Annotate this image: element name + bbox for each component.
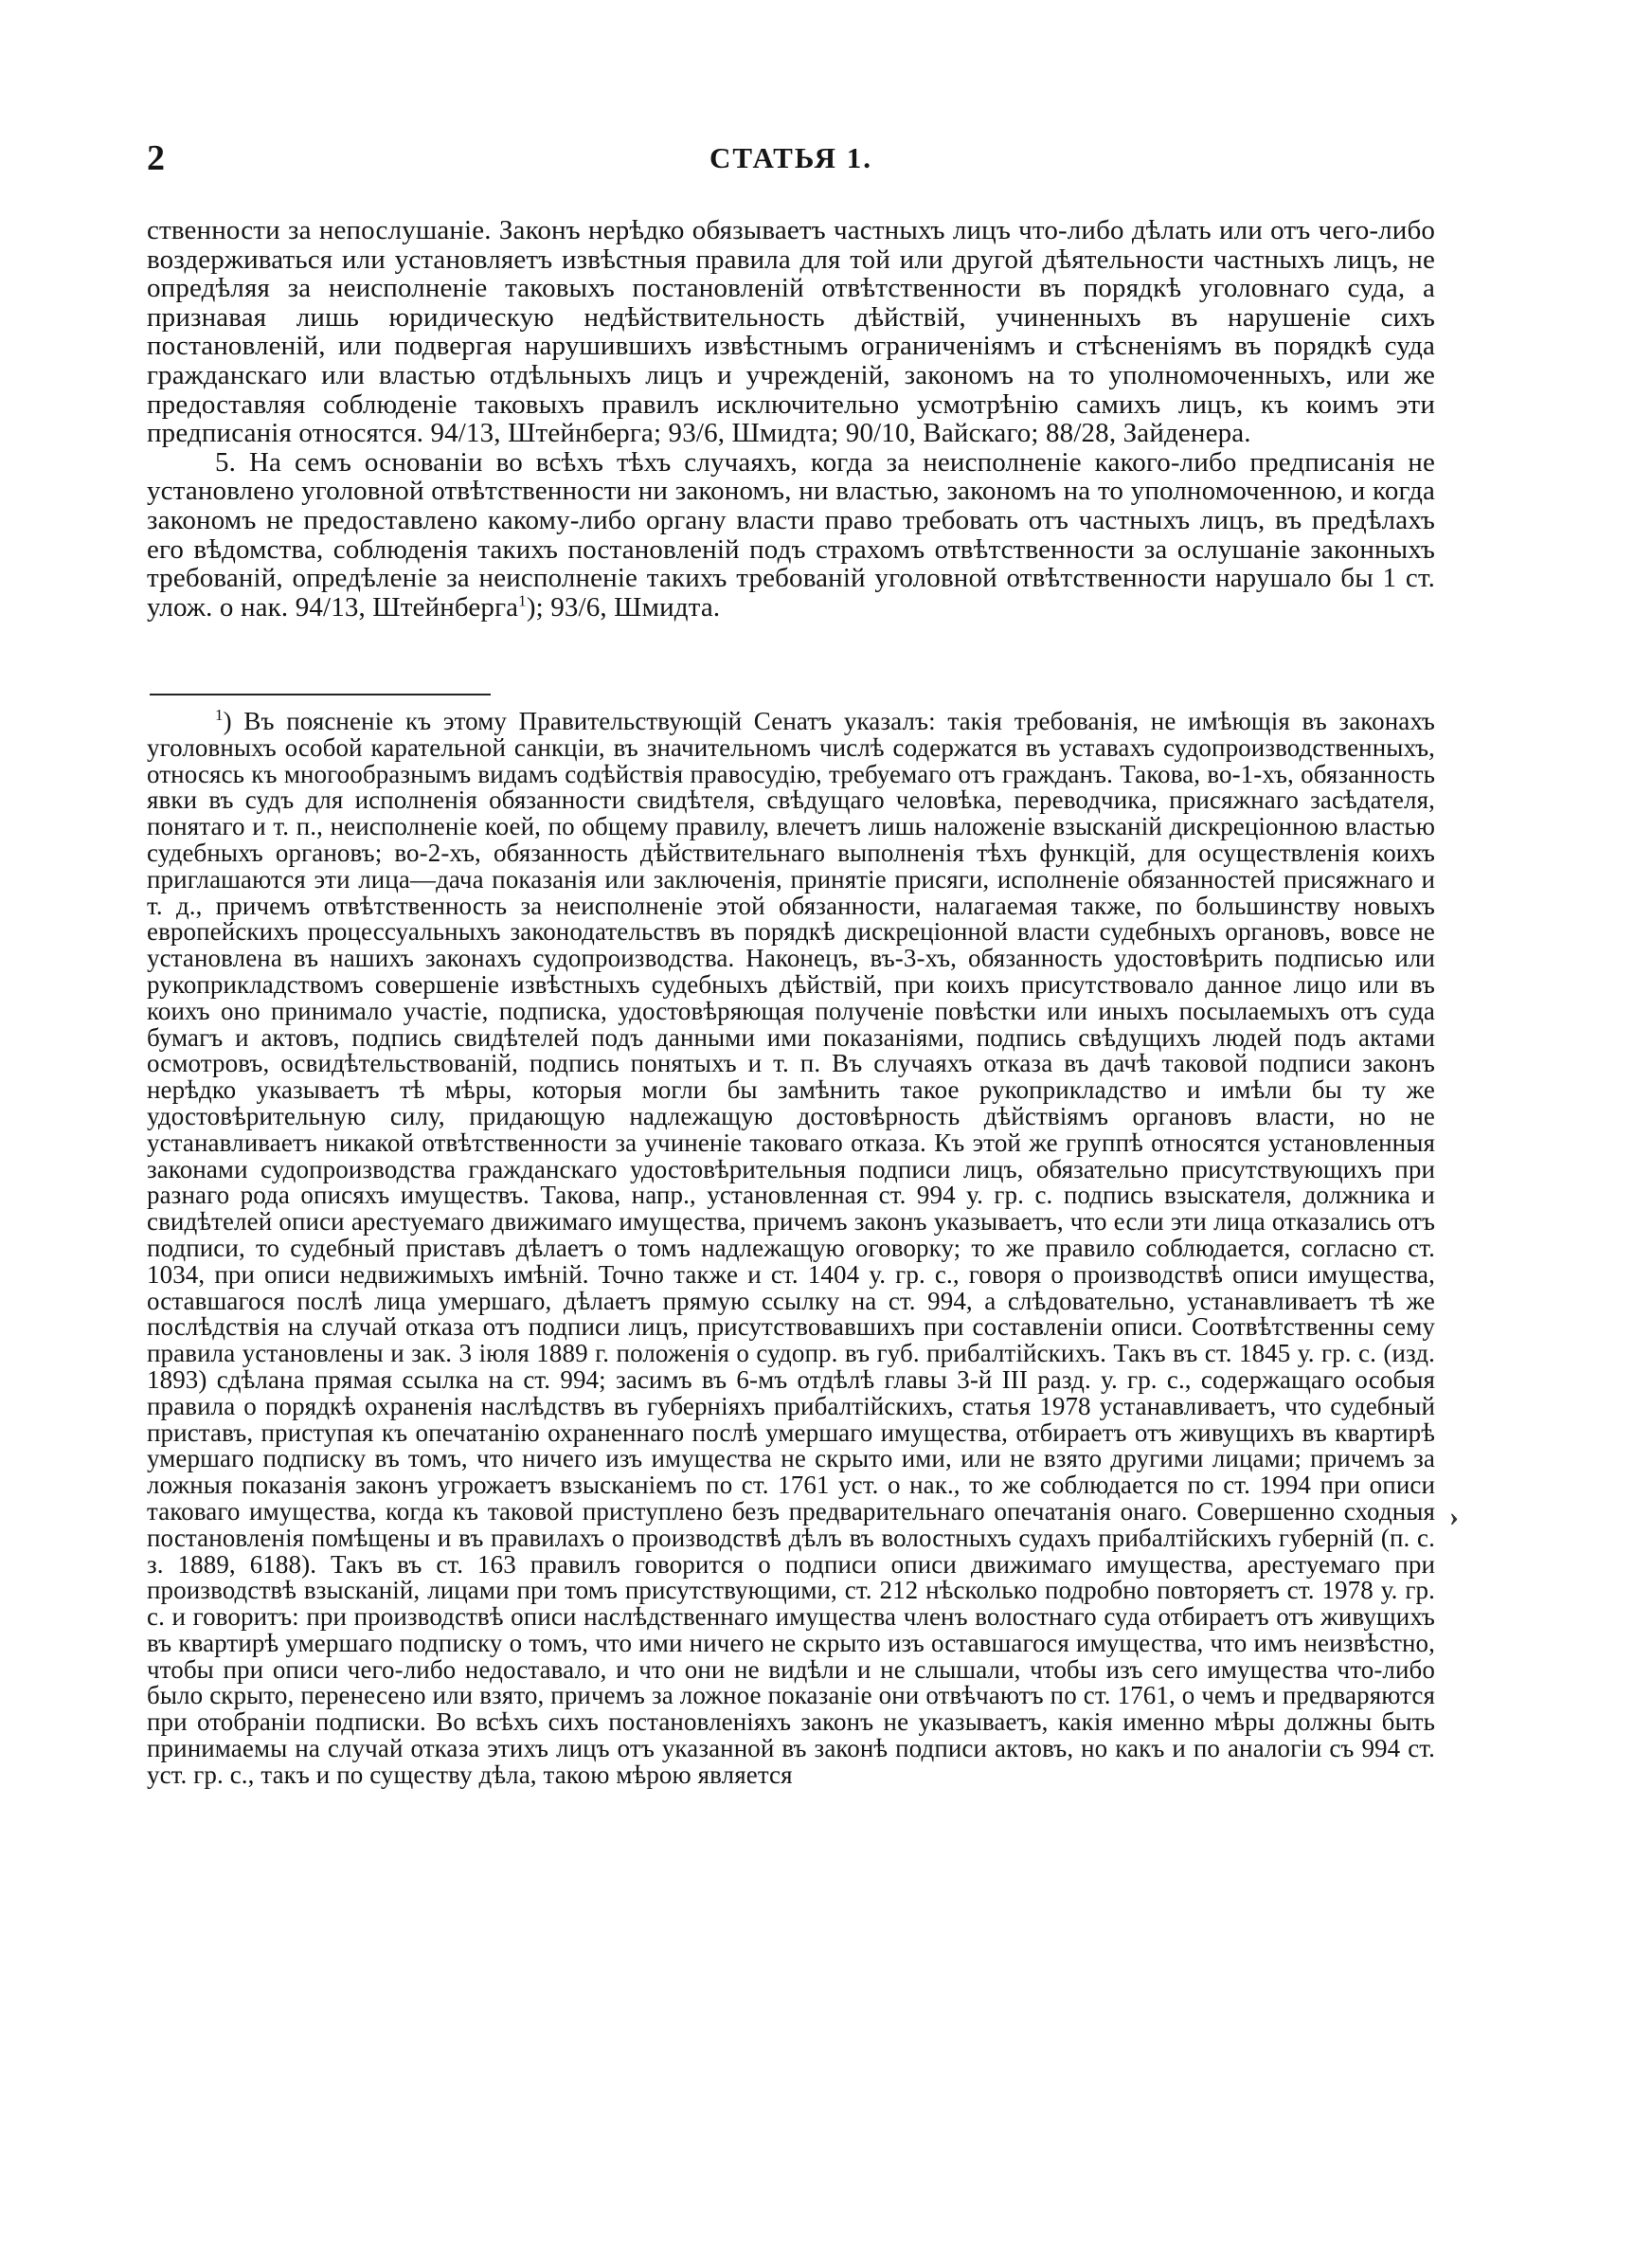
footnote-divider bbox=[150, 694, 491, 695]
footnote-paragraph bbox=[147, 706, 1435, 1789]
paragraph-5-text: 5. На семъ основаніи во всѣхъ тѣхъ случаяхъ, когда за неисполненіе какого-либо предписанія не установлено уголовной отвѣтственности ни закономъ, ни властью, закономъ на то уполномоченною, и когда закономъ не предоставлено какому-либо органу власти право требовать отъ частныхъ лицъ, въ предѣлахъ его вѣдомства, соблюденія такихъ постановленій подъ страхомъ отвѣтственности за ослушаніе законныхъ требованій, опредѣленіе за неисполненіе такихъ требованій уголовной отвѣтственности нарушало бы 1 ст. улож. о нак. 94/13, Штейнберга bbox=[147, 446, 1435, 623]
main-text bbox=[147, 216, 1435, 622]
footnote-text: ) Въ поясненіе къ этому Правительствующій Сенатъ указалъ: такія требованія, не имѣющія въ законахъ уголовныхъ особой карательной санкціи, въ значительномъ числѣ содержатся въ уставахъ судопроизводственныхъ, относясь къ многообразнымъ видамъ содѣйствія правосудію, требуемаго отъ гражданъ. Такова, во-1-хъ, обязанность явки въ судъ для исполненія обязанности свидѣтеля, свѣдущаго человѣка, переводчика, присяжнаго засѣдателя, понятаго и т. п., неисполненіе коей, по общему правилу, влечетъ лишь наложеніе взысканій дискреціонною властью судебныхъ органовъ; во-2-хъ, обязанность дѣйствительнаго выполненія тѣхъ функцій, для осуществленія коихъ приглашаются эти лица—дача показанія или заключенія, принятіе присяги, исполненіе обязанностей присяжнаго и т. д., причемъ отвѣтственность за неисполненіе этой обязанности, налагаемая также, по большинству новыхъ европейскихъ процессуальныхъ законодательствъ въ порядкѣ дискреціонной власти судебныхъ органовъ, вовсе не установлена въ нашихъ законахъ судопроизводства. Наконецъ, въ-3-хъ, обязанность удостовѣрить подписью или рукоприкладствомъ совершеніе извѣстныхъ судебныхъ дѣйствій, при коихъ присутствовало данное лицо или въ коихъ оно принимало участіе, подписка, удостовѣряющая полученіе повѣстки или иныхъ посылаемыхъ отъ суда бумагъ и актовъ, подпись свидѣтелей подъ данными ими показаніями, подпись свѣдущихъ людей подъ актами осмотровъ, освидѣтельствованій, подпись понятыхъ и т. п. Въ случаяхъ отказа въ дачѣ таковой подписи законъ нерѣдко указываетъ тѣ мѣры, которыя могли бы замѣнить такое рукоприкладство и имѣли бы ту же удостовѣрительную силу, придающую надлежащую достовѣрность дѣйствіямъ органовъ власти, но не устанавливаетъ никакой отвѣтственности за учиненіе таковаго отказа. Къ этой же группѣ относятся установленныя законами судопроизводства гражданскаго удостовѣрительныя подписи лицъ, обязательно присутствующихъ при разнаго рода описяхъ имуществъ. Такова, напр., установленная ст. 994 у. гр. с. подпись взыскателя, должника и свидѣтелей описи арестуемаго движимаго имущества, причемъ законъ указываетъ, что если эти лица отказались отъ подписи, то судебный приставъ дѣлаетъ о томъ надлежащую оговорку; то же правило соблюдается, согласно ст. 1034, при описи недвижимыхъ имѣній. Точно также и ст. 1404 у. гр. с., говоря о производствѣ описи имущества, оставшагося послѣ лица умершаго, дѣлаетъ прямую ссылку на ст. 994, а слѣдовательно, устанавливаетъ тѣ же послѣдствія на случай отказа отъ подписи лицъ, присутствовавшихъ при составленіи описи. Соотвѣтственны сему правила установлены и зак. 3 іюля 1889 г. положенія о судопр. въ губ. прибалтійскихъ. Такъ въ ст. 1845 у. гр. с. (изд. 1893) сдѣлана прямая ссылка на ст. 994; засимъ въ 6-мъ отдѣлѣ главы 3-й III разд. у. гр. с., содержащаго особыя правила о порядкѣ охраненія наслѣдствъ въ губерніяхъ прибалтійскихъ, статья 1978 устанавливаетъ, что судебный приставъ, приступая къ опечатанію охраненнаго послѣ умершаго имущества, отбираетъ отъ живущихъ въ квартирѣ умершаго подписку въ томъ, что ничего изъ имущества не скрыто ими, или не взято другими лицами; причемъ за ложныя показанія законъ угрожаетъ взысканіемъ по ст. 1761 уст. о нак., то же соблюдается по ст. 1994 при описи таковаго имущества, когда къ таковой приступлено безъ предварительнаго опечатанія онаго. Совершенно сходныя постановленія помѣщены и въ правилахъ о производствѣ дѣлъ въ волостныхъ судахъ прибалтійскихъ губерній (п. с. з. 1889, 6188). Такъ въ ст. 163 правилъ говорится о подписи описи движимаго имущества, арестуемаго при производствѣ взысканій, лицами при томъ присутствующими, ст. 212 нѣсколько подробно повторяетъ ст. 1978 у. гр. с. и говоритъ: при производствѣ описи наслѣдственнаго имущества членъ волостнаго суда отбираетъ отъ живущихъ въ квартирѣ умершаго подписку о томъ, что ими ничего не скрыто изъ оставшагося имущества, что имъ неизвѣстно, чтобы при описи чего-либо недоставало, и что они не видѣли и не слышали, чтобы изъ сего имущества что-либо было скрыто, перенесено или взято, причемъ за ложное показаніе они отвѣчаютъ по ст. 1761, о чемъ и предваряются при отобраніи подписки. Во всѣхъ сихъ постановленіяхъ законъ не указываетъ, какія именно мѣры должны быть принимаемы на случай отказа этихъ лицъ отъ указанной въ законѣ подписи актовъ, но какъ и по аналогіи съ 994 ст. уст. гр. с., такъ и по существу дѣла, такою мѣрою является bbox=[147, 707, 1435, 1789]
page-number: 2 bbox=[147, 138, 165, 178]
footnote bbox=[147, 706, 1435, 1789]
paragraph-5-end: ); 93/6, Шмидта. bbox=[526, 591, 721, 623]
footnote-reference: 1 bbox=[518, 591, 527, 610]
footnote-marker: 1 bbox=[215, 706, 224, 724]
page-header bbox=[147, 135, 1435, 182]
margin-mark: › bbox=[1449, 1501, 1459, 1532]
running-title: СТАТЬЯ 1. bbox=[709, 141, 873, 174]
paragraph-5 bbox=[147, 448, 1435, 623]
paragraph-continuation: ственности за непослушаніе. Законъ нерѣдко обязываетъ частныхъ лицъ что-либо дѣлать или отъ чего-либо воздерживаться или установляетъ извѣстныя правила для той или другой дѣятельности частныхъ лицъ, не опредѣляя за неисполненіе таковыхъ постановленій отвѣтственности въ порядкѣ уголовнаго суда, а признавая лишь юридическую недѣйствительность дѣйствій, учиненныхъ въ нарушеніе сихъ постановленій, или подвергая нарушившихъ извѣстнымъ ограниченіямъ и стѣсненіямъ въ порядкѣ суда гражданскаго или властью отдѣльныхъ лицъ и учрежденій, закономъ на то уполномоченныхъ, или же предоставляя соблюденіе таковыхъ правилъ исключительно усмотрѣнію самихъ лицъ, къ коимъ эти предписанія относятся. 94/13, Штейнберга; 93/6, Шмидта; 90/10, Вайскаго; 88/28, Зайденера. bbox=[147, 215, 1435, 449]
